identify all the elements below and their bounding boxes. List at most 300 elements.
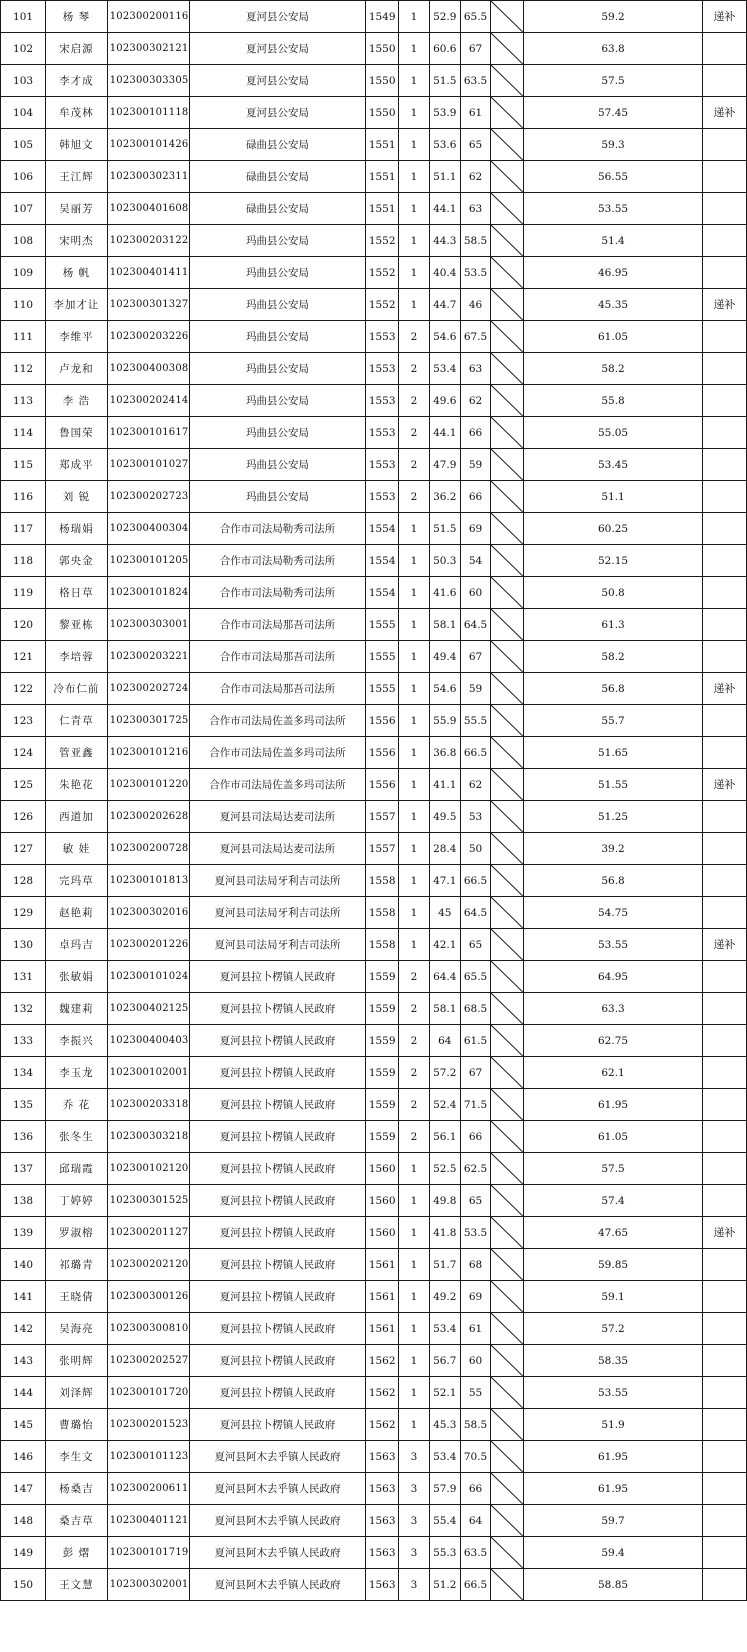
row-number-cell: 145 — [1, 1409, 46, 1441]
interview-score-cell: 68.5 — [460, 993, 491, 1025]
row-number-cell: 146 — [1, 1441, 46, 1473]
interview-score-cell: 66 — [460, 481, 491, 513]
employer-cell: 合作市司法局那吾司法所 — [189, 641, 365, 673]
quota-cell: 1 — [399, 929, 430, 961]
diagonal-slash-mark — [491, 545, 523, 576]
employer-cell: 夏河县拉卜楞镇人民政府 — [189, 1025, 365, 1057]
post-code-cell: 1550 — [366, 33, 399, 65]
total-score-cell: 56.55 — [524, 161, 703, 193]
post-code-cell: 1561 — [366, 1281, 399, 1313]
employer-cell: 合作市司法局勒秀司法所 — [189, 545, 365, 577]
exam-id-cell: 102300401121 — [107, 1505, 189, 1537]
written-score-cell: 52.4 — [429, 1089, 460, 1121]
quota-cell: 1 — [399, 161, 430, 193]
remark-cell — [702, 481, 746, 513]
interview-score-cell: 50 — [460, 833, 491, 865]
remark-cell — [702, 513, 746, 545]
table-row — [1, 1089, 747, 1121]
total-score-cell: 51.65 — [524, 737, 703, 769]
post-code-cell: 1560 — [366, 1153, 399, 1185]
remark-cell: 递补 — [702, 929, 746, 961]
row-number-cell: 113 — [1, 385, 46, 417]
remark-cell — [702, 577, 746, 609]
employer-cell: 夏河县拉卜楞镇人民政府 — [189, 1057, 365, 1089]
post-code-cell: 1556 — [366, 705, 399, 737]
interview-score-cell: 54 — [460, 545, 491, 577]
remark-cell — [702, 353, 746, 385]
written-score-cell: 56.1 — [429, 1121, 460, 1153]
employer-cell: 夏河县公安局 — [189, 33, 365, 65]
diagonal-slash-mark — [491, 161, 523, 192]
remark-cell — [702, 385, 746, 417]
table-row — [1, 705, 747, 737]
diagonal-slash-mark — [491, 1249, 523, 1280]
quota-cell: 2 — [399, 449, 430, 481]
quota-cell: 1 — [399, 1153, 430, 1185]
employer-cell: 玛曲县公安局 — [189, 417, 365, 449]
candidate-name-cell: 朱艳花 — [46, 769, 108, 801]
post-code-cell: 1554 — [366, 545, 399, 577]
post-code-cell: 1552 — [366, 289, 399, 321]
empty-cell — [491, 321, 524, 353]
quota-cell: 1 — [399, 769, 430, 801]
remark-cell — [702, 897, 746, 929]
candidate-name-cell: 彭 熠 — [46, 1537, 108, 1569]
quota-cell: 1 — [399, 865, 430, 897]
post-code-cell: 1562 — [366, 1409, 399, 1441]
diagonal-slash-mark — [491, 929, 523, 960]
quota-cell: 1 — [399, 737, 430, 769]
post-code-cell: 1553 — [366, 417, 399, 449]
candidate-name-cell: 完玛草 — [46, 865, 108, 897]
empty-cell — [491, 257, 524, 289]
empty-cell — [491, 705, 524, 737]
row-number-cell: 130 — [1, 929, 46, 961]
employer-cell: 玛曲县公安局 — [189, 257, 365, 289]
interview-score-cell: 60 — [460, 1345, 491, 1377]
employer-cell: 玛曲县公安局 — [189, 321, 365, 353]
quota-cell: 2 — [399, 1025, 430, 1057]
quota-cell: 1 — [399, 225, 430, 257]
remark-cell — [702, 225, 746, 257]
employer-cell: 夏河县拉卜楞镇人民政府 — [189, 1281, 365, 1313]
post-code-cell: 1550 — [366, 97, 399, 129]
written-score-cell: 60.6 — [429, 33, 460, 65]
diagonal-slash-mark — [491, 385, 523, 416]
candidate-name-cell: 王江辉 — [46, 161, 108, 193]
empty-cell — [491, 97, 524, 129]
interview-score-cell: 65 — [460, 1185, 491, 1217]
quota-cell: 3 — [399, 1505, 430, 1537]
candidate-name-cell: 卓玛吉 — [46, 929, 108, 961]
remark-cell — [702, 1537, 746, 1569]
total-score-cell: 59.1 — [524, 1281, 703, 1313]
interview-score-cell: 63 — [460, 193, 491, 225]
quota-cell: 1 — [399, 129, 430, 161]
remark-cell: 递补 — [702, 769, 746, 801]
written-score-cell: 51.1 — [429, 161, 460, 193]
interview-score-cell: 63.5 — [460, 65, 491, 97]
exam-id-cell: 102300203221 — [107, 641, 189, 673]
candidate-name-cell: 吴海亮 — [46, 1313, 108, 1345]
post-code-cell: 1553 — [366, 321, 399, 353]
remark-cell — [702, 1441, 746, 1473]
empty-cell — [491, 289, 524, 321]
quota-cell: 1 — [399, 65, 430, 97]
employer-cell: 夏河县拉卜楞镇人民政府 — [189, 993, 365, 1025]
remark-cell — [702, 705, 746, 737]
quota-cell: 1 — [399, 33, 430, 65]
empty-cell — [491, 1441, 524, 1473]
empty-cell — [491, 1249, 524, 1281]
post-code-cell: 1553 — [366, 481, 399, 513]
remark-cell — [702, 961, 746, 993]
post-code-cell: 1563 — [366, 1473, 399, 1505]
employer-cell: 夏河县阿木去乎镇人民政府 — [189, 1537, 365, 1569]
row-number-cell: 147 — [1, 1473, 46, 1505]
diagonal-slash-mark — [491, 577, 523, 608]
candidate-name-cell: 黎亚栋 — [46, 609, 108, 641]
empty-cell — [491, 993, 524, 1025]
candidate-name-cell: 卢龙和 — [46, 353, 108, 385]
interview-score-cell: 62 — [460, 385, 491, 417]
table-row — [1, 129, 747, 161]
remark-cell — [702, 737, 746, 769]
post-code-cell: 1559 — [366, 1089, 399, 1121]
interview-score-cell: 69 — [460, 1281, 491, 1313]
written-score-cell: 44.3 — [429, 225, 460, 257]
diagonal-slash-mark — [491, 1121, 523, 1152]
written-score-cell: 42.1 — [429, 929, 460, 961]
written-score-cell: 64.4 — [429, 961, 460, 993]
written-score-cell: 45.3 — [429, 1409, 460, 1441]
candidate-name-cell: 牟茂林 — [46, 97, 108, 129]
empty-cell — [491, 513, 524, 545]
written-score-cell: 53.6 — [429, 129, 460, 161]
empty-cell — [491, 417, 524, 449]
written-score-cell: 49.5 — [429, 801, 460, 833]
interview-score-cell: 67 — [460, 33, 491, 65]
empty-cell — [491, 1281, 524, 1313]
written-score-cell: 53.4 — [429, 1441, 460, 1473]
employer-cell: 玛曲县公安局 — [189, 481, 365, 513]
employer-cell: 玛曲县公安局 — [189, 289, 365, 321]
exam-id-cell: 102300202120 — [107, 1249, 189, 1281]
candidate-name-cell: 李生文 — [46, 1441, 108, 1473]
interview-score-cell: 66.5 — [460, 1569, 491, 1601]
total-score-cell: 64.95 — [524, 961, 703, 993]
remark-cell — [702, 1473, 746, 1505]
remark-cell — [702, 1153, 746, 1185]
employer-cell: 合作市司法局佐盖多玛司法所 — [189, 737, 365, 769]
row-number-cell: 135 — [1, 1089, 46, 1121]
candidate-name-cell: 宋明杰 — [46, 225, 108, 257]
written-score-cell: 55.4 — [429, 1505, 460, 1537]
interview-score-cell: 61 — [460, 1313, 491, 1345]
quota-cell: 2 — [399, 993, 430, 1025]
table-row — [1, 961, 747, 993]
exam-id-cell: 102300400308 — [107, 353, 189, 385]
table-row — [1, 833, 747, 865]
empty-cell — [491, 225, 524, 257]
diagonal-slash-mark — [491, 1217, 523, 1248]
post-code-cell: 1555 — [366, 641, 399, 673]
row-number-cell: 104 — [1, 97, 46, 129]
interview-score-cell: 62 — [460, 769, 491, 801]
interview-score-cell: 55.5 — [460, 705, 491, 737]
diagonal-slash-mark — [491, 993, 523, 1024]
total-score-cell: 58.85 — [524, 1569, 703, 1601]
written-score-cell: 44.1 — [429, 417, 460, 449]
total-score-cell: 56.8 — [524, 865, 703, 897]
table-row — [1, 641, 747, 673]
candidate-name-cell: 郭央金 — [46, 545, 108, 577]
table-row — [1, 897, 747, 929]
interview-score-cell: 59 — [460, 449, 491, 481]
post-code-cell: 1559 — [366, 961, 399, 993]
total-score-cell: 61.95 — [524, 1441, 703, 1473]
written-score-cell: 47.1 — [429, 865, 460, 897]
table-row — [1, 1345, 747, 1377]
exam-id-cell: 102300401608 — [107, 193, 189, 225]
empty-cell — [491, 897, 524, 929]
quota-cell: 1 — [399, 641, 430, 673]
remark-cell — [702, 993, 746, 1025]
interview-score-cell: 53.5 — [460, 257, 491, 289]
row-number-cell: 138 — [1, 1185, 46, 1217]
exam-id-cell: 102300400304 — [107, 513, 189, 545]
quota-cell: 1 — [399, 609, 430, 641]
total-score-cell: 55.7 — [524, 705, 703, 737]
candidate-name-cell: 郑成平 — [46, 449, 108, 481]
written-score-cell: 57.9 — [429, 1473, 460, 1505]
table-row — [1, 33, 747, 65]
interview-score-cell: 61.5 — [460, 1025, 491, 1057]
table-row — [1, 865, 747, 897]
empty-cell — [491, 1473, 524, 1505]
quota-cell: 2 — [399, 961, 430, 993]
post-code-cell: 1563 — [366, 1537, 399, 1569]
empty-cell — [491, 385, 524, 417]
diagonal-slash-mark — [491, 641, 523, 672]
written-score-cell: 50.3 — [429, 545, 460, 577]
exam-id-cell: 102300200611 — [107, 1473, 189, 1505]
exam-id-cell: 102300203122 — [107, 225, 189, 257]
interview-score-cell: 66 — [460, 1473, 491, 1505]
empty-cell — [491, 577, 524, 609]
table-row — [1, 1025, 747, 1057]
row-number-cell: 134 — [1, 1057, 46, 1089]
post-code-cell: 1561 — [366, 1313, 399, 1345]
employer-cell: 夏河县拉卜楞镇人民政府 — [189, 1249, 365, 1281]
quota-cell: 2 — [399, 1121, 430, 1153]
row-number-cell: 101 — [1, 1, 46, 33]
remark-cell — [702, 609, 746, 641]
remark-cell — [702, 1409, 746, 1441]
table-row — [1, 1, 747, 33]
table-row — [1, 769, 747, 801]
post-code-cell: 1559 — [366, 1057, 399, 1089]
candidate-name-cell: 韩旭文 — [46, 129, 108, 161]
written-score-cell: 51.2 — [429, 1569, 460, 1601]
total-score-cell: 59.85 — [524, 1249, 703, 1281]
row-number-cell: 115 — [1, 449, 46, 481]
post-code-cell: 1556 — [366, 769, 399, 801]
row-number-cell: 122 — [1, 673, 46, 705]
written-score-cell: 40.4 — [429, 257, 460, 289]
remark-cell — [702, 1185, 746, 1217]
diagonal-slash-mark — [491, 737, 523, 768]
total-score-cell: 39.2 — [524, 833, 703, 865]
remark-cell — [702, 1313, 746, 1345]
candidate-name-cell: 桑吉草 — [46, 1505, 108, 1537]
exam-id-cell: 102300402125 — [107, 993, 189, 1025]
employer-cell: 夏河县阿木去乎镇人民政府 — [189, 1505, 365, 1537]
interview-score-cell: 69 — [460, 513, 491, 545]
interview-score-cell: 67.5 — [460, 321, 491, 353]
interview-score-cell: 53 — [460, 801, 491, 833]
post-code-cell: 1559 — [366, 993, 399, 1025]
employer-cell: 夏河县司法局达麦司法所 — [189, 801, 365, 833]
total-score-cell: 57.5 — [524, 65, 703, 97]
diagonal-slash-mark — [491, 705, 523, 736]
diagonal-slash-mark — [491, 1473, 523, 1504]
quota-cell: 1 — [399, 1345, 430, 1377]
exam-id-cell: 102300400403 — [107, 1025, 189, 1057]
written-score-cell: 54.6 — [429, 321, 460, 353]
empty-cell — [491, 353, 524, 385]
interview-score-cell: 71.5 — [460, 1089, 491, 1121]
interview-score-cell: 64 — [460, 1505, 491, 1537]
candidate-name-cell: 仁青草 — [46, 705, 108, 737]
table-row — [1, 1249, 747, 1281]
empty-cell — [491, 1313, 524, 1345]
candidate-name-cell: 赵艳莉 — [46, 897, 108, 929]
empty-cell — [491, 1089, 524, 1121]
row-number-cell: 127 — [1, 833, 46, 865]
interview-score-cell: 62 — [460, 161, 491, 193]
candidate-name-cell: 鲁国荣 — [46, 417, 108, 449]
post-code-cell: 1552 — [366, 257, 399, 289]
quota-cell: 1 — [399, 801, 430, 833]
exam-id-cell: 102300302001 — [107, 1569, 189, 1601]
row-number-cell: 106 — [1, 161, 46, 193]
employer-cell: 合作市司法局勒秀司法所 — [189, 513, 365, 545]
post-code-cell: 1553 — [366, 353, 399, 385]
remark-cell — [702, 65, 746, 97]
diagonal-slash-mark — [491, 1569, 523, 1600]
exam-id-cell: 102300102001 — [107, 1057, 189, 1089]
exam-id-cell: 102300201127 — [107, 1217, 189, 1249]
table-row — [1, 1537, 747, 1569]
employer-cell: 夏河县阿木去乎镇人民政府 — [189, 1441, 365, 1473]
diagonal-slash-mark — [491, 769, 523, 800]
written-score-cell: 56.7 — [429, 1345, 460, 1377]
diagonal-slash-mark — [491, 1153, 523, 1184]
candidate-name-cell: 王晓倩 — [46, 1281, 108, 1313]
total-score-cell: 53.45 — [524, 449, 703, 481]
empty-cell — [491, 1569, 524, 1601]
exam-id-cell: 102300303305 — [107, 65, 189, 97]
row-number-cell: 123 — [1, 705, 46, 737]
empty-cell — [491, 1409, 524, 1441]
remark-cell — [702, 1345, 746, 1377]
candidate-name-cell: 曹璐怡 — [46, 1409, 108, 1441]
row-number-cell: 126 — [1, 801, 46, 833]
empty-cell — [491, 1121, 524, 1153]
quota-cell: 1 — [399, 1217, 430, 1249]
diagonal-slash-mark — [491, 609, 523, 640]
table-row — [1, 449, 747, 481]
employer-cell: 玛曲县公安局 — [189, 449, 365, 481]
table-row — [1, 1505, 747, 1537]
candidate-name-cell: 罗淑榕 — [46, 1217, 108, 1249]
exam-id-cell: 102300300126 — [107, 1281, 189, 1313]
employer-cell: 夏河县拉卜楞镇人民政府 — [189, 1345, 365, 1377]
exam-id-cell: 102300101617 — [107, 417, 189, 449]
diagonal-slash-mark — [491, 321, 523, 352]
exam-id-cell: 102300201226 — [107, 929, 189, 961]
table-row — [1, 417, 747, 449]
candidate-name-cell: 宋启源 — [46, 33, 108, 65]
candidate-name-cell: 杨桑吉 — [46, 1473, 108, 1505]
remark-cell — [702, 1249, 746, 1281]
diagonal-slash-mark — [491, 1057, 523, 1088]
post-code-cell: 1555 — [366, 609, 399, 641]
candidate-name-cell: 丁婷婷 — [46, 1185, 108, 1217]
row-number-cell: 110 — [1, 289, 46, 321]
quota-cell: 1 — [399, 833, 430, 865]
total-score-cell: 53.55 — [524, 193, 703, 225]
employer-cell: 夏河县拉卜楞镇人民政府 — [189, 1089, 365, 1121]
row-number-cell: 131 — [1, 961, 46, 993]
diagonal-slash-mark — [491, 129, 523, 160]
quota-cell: 1 — [399, 577, 430, 609]
interview-score-cell: 64.5 — [460, 609, 491, 641]
empty-cell — [491, 1537, 524, 1569]
post-code-cell: 1562 — [366, 1377, 399, 1409]
empty-cell — [491, 1377, 524, 1409]
remark-cell — [702, 417, 746, 449]
total-score-cell: 59.4 — [524, 1537, 703, 1569]
quota-cell: 1 — [399, 545, 430, 577]
total-score-cell: 61.3 — [524, 609, 703, 641]
diagonal-slash-mark — [491, 1281, 523, 1312]
row-number-cell: 103 — [1, 65, 46, 97]
diagonal-slash-mark — [491, 1345, 523, 1376]
post-code-cell: 1553 — [366, 385, 399, 417]
row-number-cell: 118 — [1, 545, 46, 577]
written-score-cell: 28.4 — [429, 833, 460, 865]
interview-score-cell: 62.5 — [460, 1153, 491, 1185]
employer-cell: 夏河县公安局 — [189, 97, 365, 129]
exam-id-cell: 102300202414 — [107, 385, 189, 417]
exam-id-cell: 102300302121 — [107, 33, 189, 65]
row-number-cell: 149 — [1, 1537, 46, 1569]
empty-cell — [491, 193, 524, 225]
diagonal-slash-mark — [491, 353, 523, 384]
quota-cell: 1 — [399, 1249, 430, 1281]
interview-score-cell: 58.5 — [460, 1409, 491, 1441]
written-score-cell: 47.9 — [429, 449, 460, 481]
interview-score-cell: 60 — [460, 577, 491, 609]
employer-cell: 合作市司法局佐盖多玛司法所 — [189, 705, 365, 737]
written-score-cell: 53.4 — [429, 1313, 460, 1345]
interview-score-cell: 58.5 — [460, 225, 491, 257]
written-score-cell: 45 — [429, 897, 460, 929]
diagonal-slash-mark — [491, 193, 523, 224]
employer-cell: 合作市司法局那吾司法所 — [189, 673, 365, 705]
